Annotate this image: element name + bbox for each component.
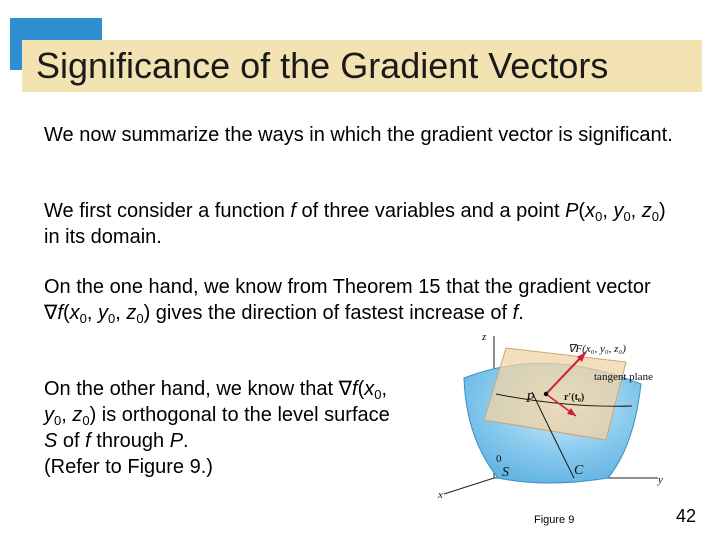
- var-z: z: [126, 302, 137, 324]
- sub-0: 0: [82, 413, 90, 428]
- para2-tail: ) in its domain.: [44, 200, 666, 248]
- point-P-dot: [544, 392, 548, 396]
- var-f: f: [85, 430, 91, 452]
- var-f: f: [57, 302, 63, 324]
- var-f: f: [352, 378, 358, 400]
- paragraph-summary: We now summarize the ways in which the gradient vector is significant.: [44, 124, 673, 146]
- comma: ,: [61, 404, 67, 426]
- sub-0: 0: [107, 311, 116, 326]
- var-x: x: [69, 302, 80, 324]
- var-P: P: [565, 200, 579, 222]
- slide-title: Significance of the Gradient Vectors: [36, 45, 609, 86]
- sub-0: 0: [595, 209, 603, 224]
- period: .: [183, 430, 189, 452]
- var-y: y: [613, 200, 624, 222]
- var-y: y: [44, 404, 54, 426]
- var-x: x: [585, 200, 596, 222]
- var-f: f: [512, 302, 519, 324]
- nabla-symbol: ∇: [44, 302, 58, 324]
- var-y: y: [97, 302, 108, 324]
- comma: ,: [630, 200, 637, 222]
- var-z: z: [72, 404, 83, 426]
- paren: (: [62, 302, 70, 324]
- comma: ,: [602, 200, 608, 222]
- figure-caption: Figure 9: [534, 514, 575, 526]
- paren: (: [578, 200, 586, 222]
- page-number: 42: [676, 506, 697, 526]
- comma: ,: [381, 378, 388, 400]
- x-axis: [444, 478, 494, 494]
- comma: ,: [115, 302, 121, 324]
- sub-0: 0: [374, 387, 382, 402]
- sub-0: 0: [623, 209, 631, 224]
- para4-of: of: [62, 430, 80, 452]
- label-S: S: [502, 465, 509, 480]
- paragraph-function: [44, 198, 684, 250]
- para3-text2: ) gives the direction of fastest increase of: [143, 302, 508, 324]
- var-P: P: [169, 430, 184, 452]
- para2-text: We first consider a function: [44, 200, 285, 222]
- comma: ,: [86, 302, 93, 324]
- paren: (: [357, 378, 365, 400]
- label-x-axis: x: [438, 489, 443, 500]
- label-C: C: [574, 463, 584, 478]
- label-P: P: [526, 391, 535, 406]
- paragraph-orthogonal: [44, 376, 404, 480]
- label-r-prime: r′(t₀): [564, 392, 585, 403]
- para3-text: On the one hand, we know from Theorem 15 that the gradient vector: [44, 276, 651, 298]
- para4-through: through: [96, 430, 165, 452]
- label-y-axis: y: [658, 474, 663, 486]
- var-S: S: [44, 430, 58, 452]
- paragraph-fastest-increase: [44, 274, 684, 326]
- sub-0: 0: [136, 311, 144, 326]
- var-x: x: [364, 378, 375, 400]
- var-z: z: [641, 200, 652, 222]
- tangent-plane-label: tangent plane: [594, 371, 653, 383]
- gradient-label: ∇F(x₀, y₀, z₀): [568, 343, 626, 355]
- figure-reference: (Refer to Figure 9.): [44, 456, 213, 478]
- para4-text2: ) is orthogonal to the level surface: [89, 404, 390, 426]
- sub-0: 0: [79, 311, 87, 326]
- sub-0: 0: [651, 209, 660, 224]
- label-origin: 0: [496, 453, 502, 465]
- para2-text-tail: of three variables and a point: [301, 200, 560, 222]
- nabla-symbol: ∇: [338, 378, 353, 400]
- period: .: [518, 302, 524, 324]
- label-z-axis: z: [482, 331, 487, 343]
- var-f: f: [290, 200, 296, 222]
- sub-0: 0: [54, 413, 62, 428]
- figure-9-illustration: [436, 328, 676, 500]
- para4-text: On the other hand, we know that: [44, 378, 334, 400]
